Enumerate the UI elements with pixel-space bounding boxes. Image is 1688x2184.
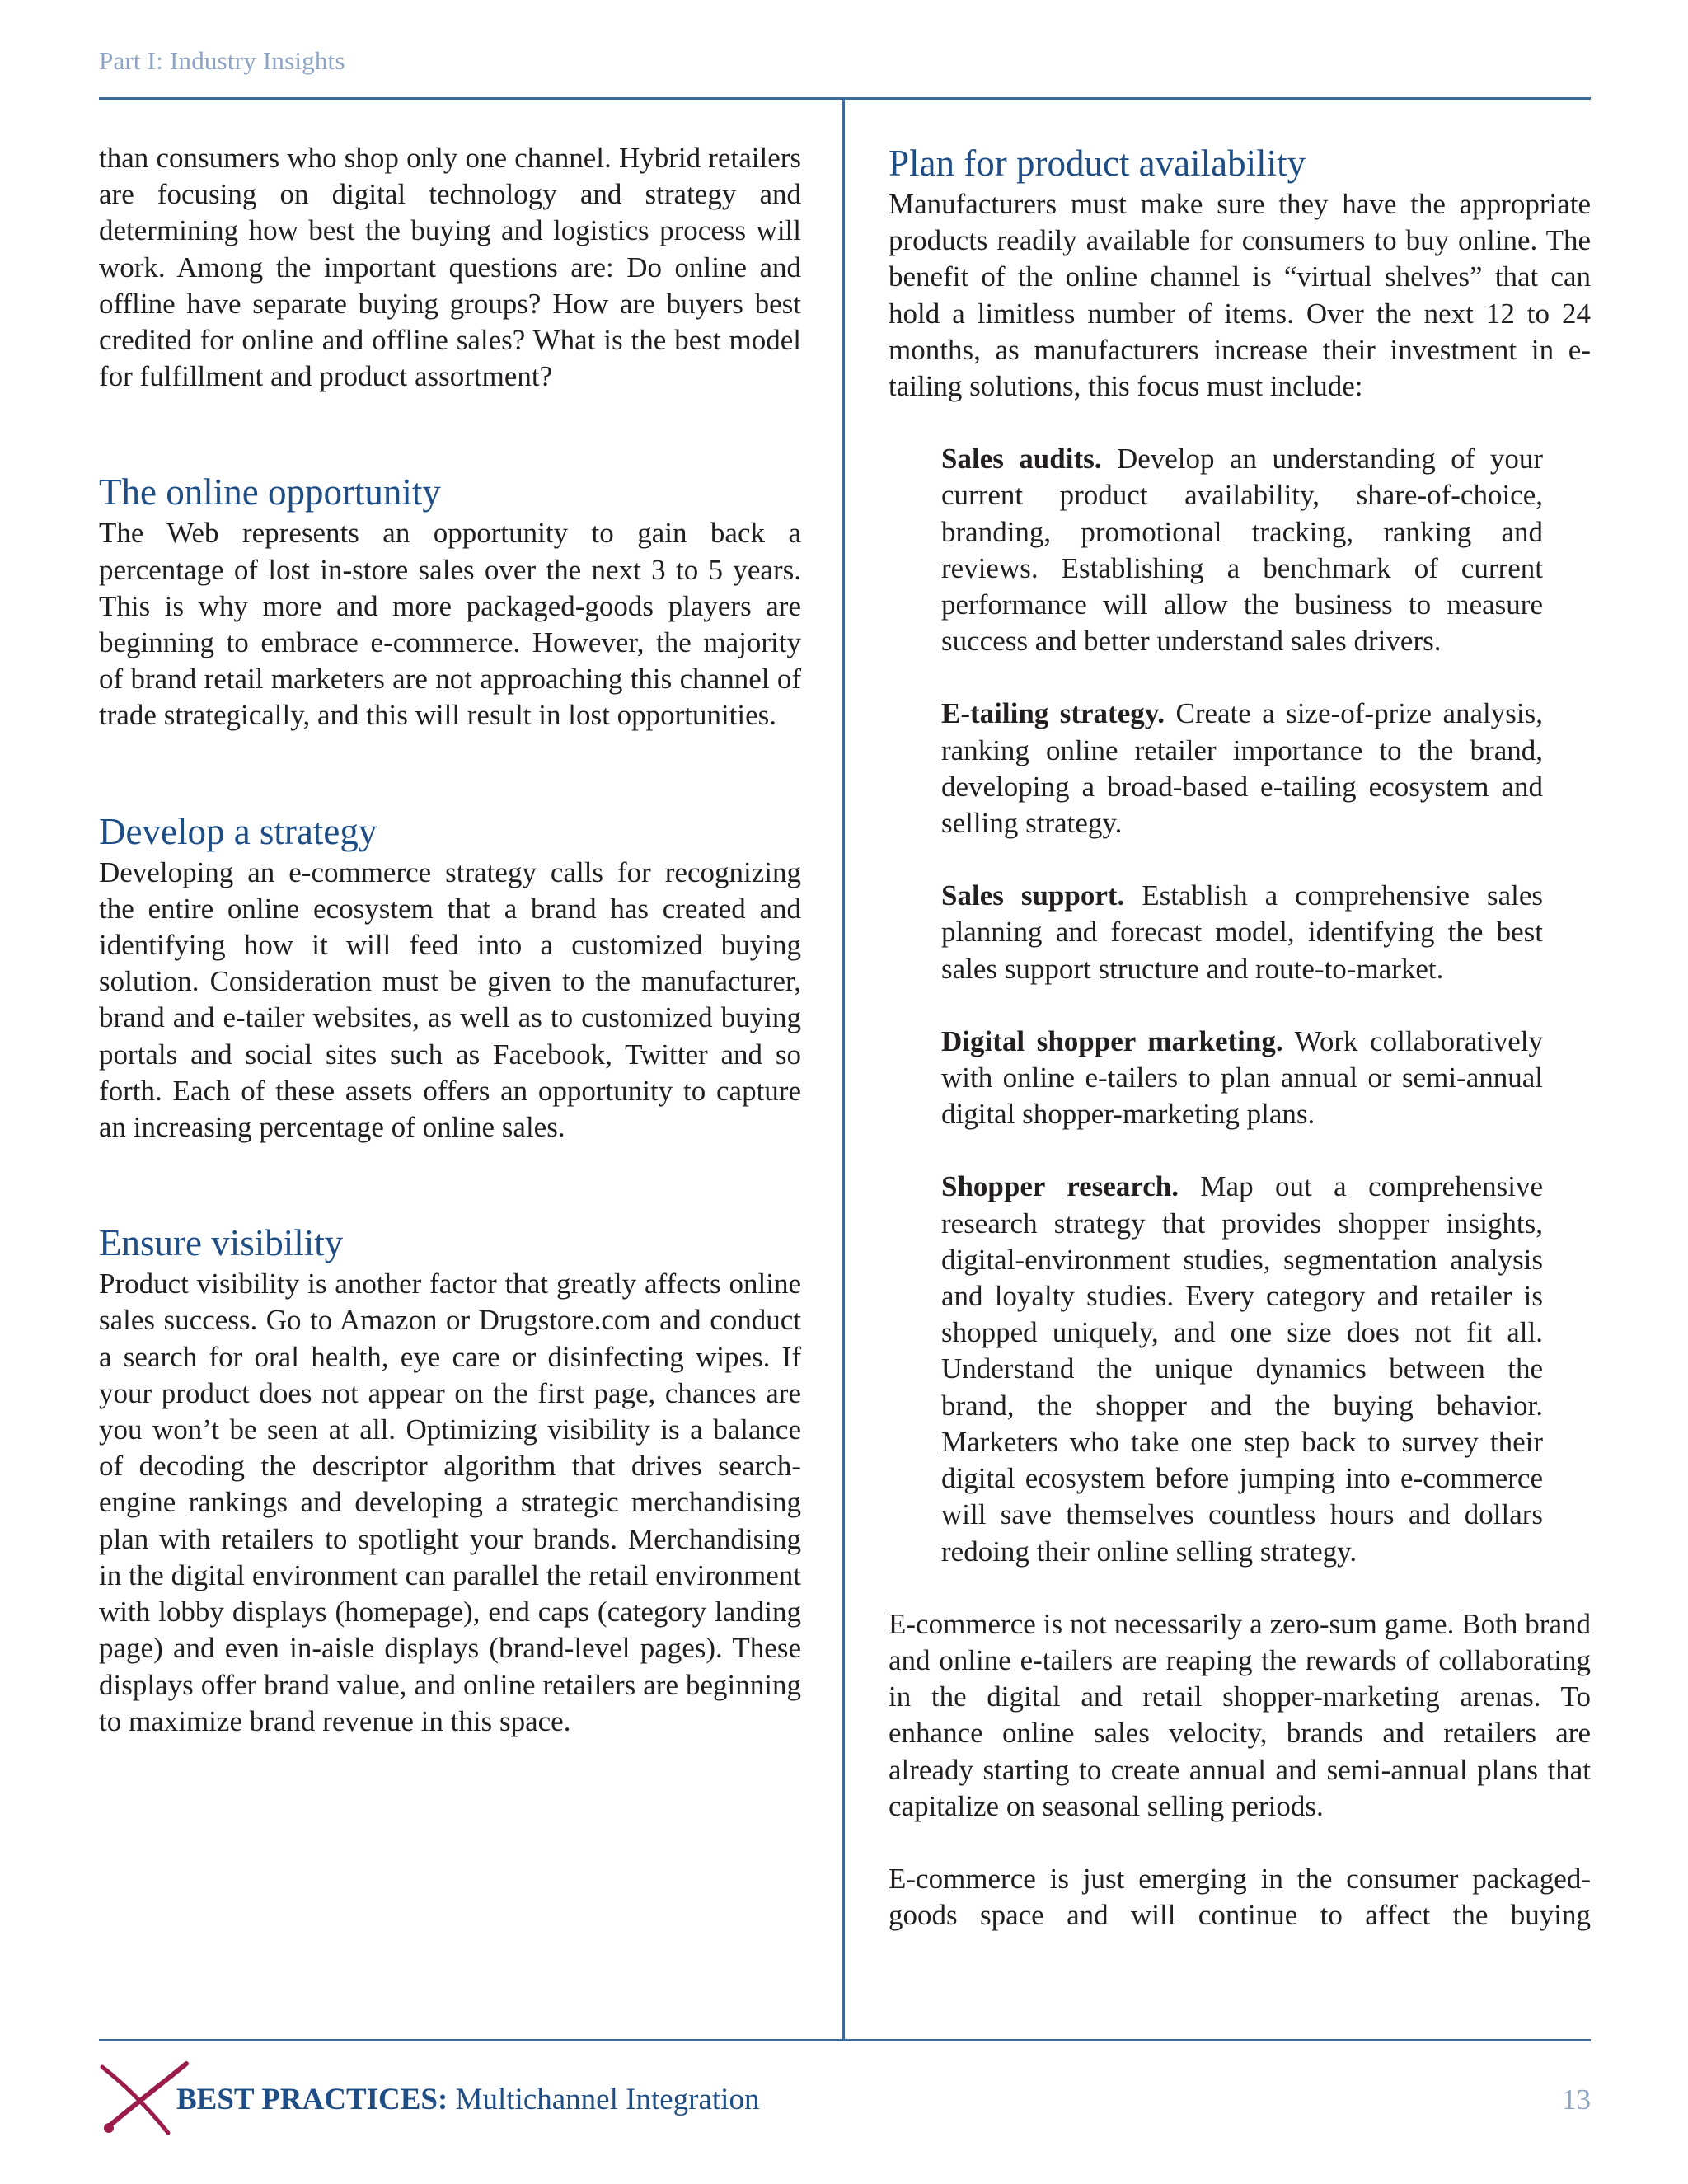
list-item-text: Map out a comprehensive research strategy that provides shopper insights, digital-environment studies, segmentation analysis and loyalty studies. Every category and retailer is shopped uniquely, and one size does not fit all. Understand the unique dynamics between the brand, the shopper and the buying behavior. Marketers who take one step back to survey their digital ecosystem before jumping into e-commerce will save themselves countless hours and dollars redoing their online selling strategy. — [941, 1170, 1543, 1568]
page-number: 13 — [1562, 2083, 1591, 2116]
ensure-visibility-paragraph: Product visibility is another factor that greatly affects online sales success. Go to Amazon or Drugstore.com and conduct a search for oral health, eye care or disinfecting wipes. If your product does not appear on the first page, chances are you won’t be seen at all. Optimizing visibility is a balance of decoding the descriptor algorithm that drives search-engine rankings and developing a strategic merchandising plan with retailers to spotlight your brands. Merchandising in the digital environment can parallel the retail environment with lobby displays (homepage), end caps (category landing page) and even in-aisle displays (brand-level pages). These displays offer brand value, and online retailers are beginning to maximize brand revenue in this space. — [99, 1268, 801, 1737]
heading-ensure-visibility: Ensure visibility — [99, 1222, 344, 1264]
list-item — [941, 441, 1543, 659]
list-item-lead: Shopper research. — [941, 1170, 1179, 1203]
zero-sum-paragraph: E-commerce is not necessarily a zero-sum game. Both brand and online e-tailers are reaping the rewards of collaborating in the digital and retail shopper-marketing arenas. To enhance online sales velocity, brands and retailers are already starting to create annual and semi-annual plans that capitalize on seasonal selling periods. — [889, 1607, 1591, 1822]
top-rule — [99, 97, 1591, 100]
list-item-lead: Digital shopper marketing. — [941, 1024, 1283, 1057]
online-opportunity-paragraph: The Web represents an opportunity to gain back a percentage of lost in-store sales over the next 3 to 5 years. This is why more and more packaged-goods players are beginning to embrace e-commerce. However, the majority of brand retail marketers are not approaching this channel of trade strategically, and this will result in lost opportunities. — [99, 517, 801, 732]
list-item — [941, 878, 1543, 987]
list-item-lead: Sales audits. — [941, 443, 1102, 476]
heading-develop-strategy: Develop a strategy — [99, 810, 377, 852]
column-divider — [842, 97, 845, 2041]
list-item — [941, 696, 1543, 841]
emerging-paragraph: E-commerce is just emerging in the consumer packaged-goods space and will continue to affect the buying — [889, 1862, 1591, 1932]
footer-label-rest: Multichannel Integration — [448, 2083, 760, 2116]
list-item-text: Develop an understanding of your current product availability, share-of-choice, branding, promotional tracking, ranking and reviews. Establishing a benchmark of current performance will allow the business to measure success and better understand sales drivers. — [941, 443, 1543, 658]
list-item-text: Work collaboratively with online e-tailers to plan annual or semi-annual digital shopper-marketing plans. — [941, 1024, 1544, 1131]
bottom-rule — [99, 2039, 1591, 2041]
intro-paragraph: than consumers who shop only one channel. Hybrid retailers are focusing on digital technology and strategy and determining how best the buying and logistics process will work. Among the important questions are: Do online and offline have separate buying groups? How are buyers best credited for online and offline sales? What is the best model for fulfillment and product assortment? — [99, 142, 801, 393]
list-item-text: Create a size-of-prize analysis, ranking online retailer importance to the brand, developing a broad-based e-tailing ecosystem and selling strategy. — [941, 697, 1543, 840]
right-column — [889, 140, 1591, 1933]
plan-availability-paragraph: Manufacturers must make sure they have the appropriate products readily available for consumers to buy online. The benefit of the online channel is “virtual shelves” that can hold a limitless number of items. Over the next 12 to 24 months, as manufacturers increase their investment in e-tailing solutions, this focus must include: — [889, 188, 1591, 403]
list-item — [941, 1024, 1543, 1133]
heading-online-opportunity: The online opportunity — [99, 471, 441, 513]
heading-plan-availability: Plan for product availability — [889, 143, 1306, 184]
list-item-lead: E-tailing strategy. — [941, 697, 1165, 730]
list-item — [941, 1169, 1543, 1569]
develop-strategy-paragraph: Developing an e-commerce strategy calls for recognizing the entire online ecosystem that a brand has created and identifying how it will feed into a customized buying solution. Consideration must be given to the manufacturer, brand and e-tailer websites, as well as to customized buying portals and social sites such as Facebook, Twitter and so forth. Each of these assets offers an opportunity to capture an increasing percentage of online sales. — [99, 855, 801, 1144]
footer-label-bold: BEST PRACTICES: — [176, 2083, 448, 2116]
footer-label — [176, 2082, 759, 2117]
running-head: Part I: Industry Insights — [99, 46, 345, 75]
left-column — [99, 140, 801, 1740]
list-item-lead: Sales support. — [941, 879, 1125, 912]
list-item-text: Establish a comprehensive sales planning and forecast model, identifying the best sales support structure and route-to-market. — [941, 879, 1543, 985]
